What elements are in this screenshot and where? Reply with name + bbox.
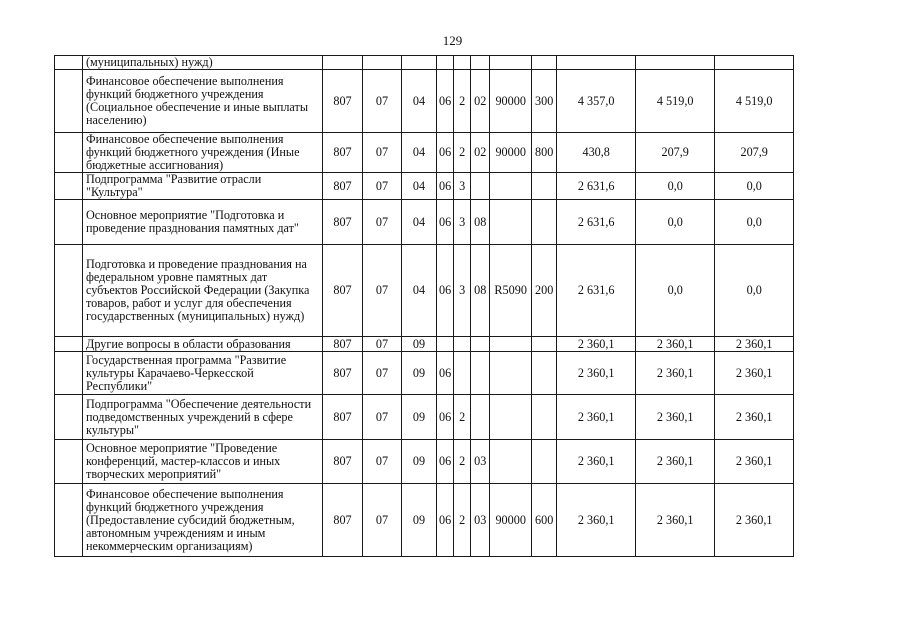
rz-code-cell: 07 <box>363 337 402 352</box>
item-name-cell: Подготовка и проведение празднования на федеральном уровне памятных дат субъектов Российской Федерации (Закупка товаров, работ и услуг для обеспечения государственных (муниципальных) нужд) <box>83 245 323 337</box>
subprogram-code-cell: 3 <box>454 245 471 337</box>
row-margin-cell <box>55 70 83 133</box>
gr-code-cell: 807 <box>323 173 363 200</box>
row-margin-cell <box>55 173 83 200</box>
amount-year2-cell: 4 519,0 <box>636 70 715 133</box>
budget-table <box>54 55 794 557</box>
item-name-cell: Основное мероприятие "Подготовка и проведение празднования памятных дат" <box>83 200 323 245</box>
pr-code-cell: 04 <box>402 200 437 245</box>
rz-code-cell: 07 <box>363 70 402 133</box>
activity-code-cell <box>471 395 490 440</box>
amount-year1-cell: 2 360,1 <box>557 352 636 395</box>
gr-code-cell: 807 <box>323 245 363 337</box>
item-name-cell: Финансовое обеспечение выполнения функций бюджетного учреждения (Социальное обеспечение и иные выплаты населению) <box>83 70 323 133</box>
activity-code-cell <box>471 337 490 352</box>
expense-type-cell <box>532 200 557 245</box>
direction-code-cell <box>490 56 532 70</box>
activity-code-cell: 08 <box>471 200 490 245</box>
row-margin-cell <box>55 352 83 395</box>
amount-year3-cell: 2 360,1 <box>715 440 794 484</box>
expense-type-cell: 200 <box>532 245 557 337</box>
direction-code-cell: 90000 <box>490 133 532 173</box>
rz-code-cell: 07 <box>363 173 402 200</box>
pr-code-cell: 09 <box>402 395 437 440</box>
expense-type-cell <box>532 352 557 395</box>
gr-code-cell: 807 <box>323 337 363 352</box>
item-name-cell: Основное мероприятие "Проведение конференций, мастер-классов и иных творческих мероприятий" <box>83 440 323 484</box>
pr-code-cell: 04 <box>402 133 437 173</box>
program-code-cell: 06 <box>437 440 454 484</box>
amount-year1-cell: 430,8 <box>557 133 636 173</box>
gr-code-cell: 807 <box>323 70 363 133</box>
expense-type-cell <box>532 56 557 70</box>
program-code-cell: 06 <box>437 245 454 337</box>
amount-year1-cell: 4 357,0 <box>557 70 636 133</box>
gr-code-cell <box>323 56 363 70</box>
amount-year2-cell: 2 360,1 <box>636 395 715 440</box>
pr-code-cell: 09 <box>402 352 437 395</box>
direction-code-cell <box>490 200 532 245</box>
table-row <box>55 70 794 133</box>
rz-code-cell: 07 <box>363 200 402 245</box>
pr-code-cell: 04 <box>402 245 437 337</box>
table-row <box>55 440 794 484</box>
table-row <box>55 395 794 440</box>
amount-year2-cell: 207,9 <box>636 133 715 173</box>
pr-code-cell: 09 <box>402 337 437 352</box>
amount-year1-cell: 2 360,1 <box>557 337 636 352</box>
gr-code-cell: 807 <box>323 133 363 173</box>
direction-code-cell: R5090 <box>490 245 532 337</box>
table-row <box>55 484 794 557</box>
amount-year3-cell: 207,9 <box>715 133 794 173</box>
activity-code-cell: 02 <box>471 133 490 173</box>
activity-code-cell <box>471 56 490 70</box>
program-code-cell <box>437 56 454 70</box>
amount-year2-cell: 0,0 <box>636 245 715 337</box>
item-name-cell: Государственная программа "Развитие культуры Карачаево-Черкесской Республики" <box>83 352 323 395</box>
rz-code-cell: 07 <box>363 395 402 440</box>
amount-year1-cell: 2 360,1 <box>557 484 636 557</box>
activity-code-cell: 03 <box>471 440 490 484</box>
activity-code-cell: 03 <box>471 484 490 557</box>
amount-year3-cell: 0,0 <box>715 200 794 245</box>
item-name-cell: (муниципальных) нужд) <box>83 56 323 70</box>
subprogram-code-cell <box>454 352 471 395</box>
subprogram-code-cell: 2 <box>454 70 471 133</box>
row-margin-cell <box>55 440 83 484</box>
table-row <box>55 200 794 245</box>
amount-year1-cell: 2 631,6 <box>557 173 636 200</box>
expense-type-cell <box>532 173 557 200</box>
amount-year3-cell: 4 519,0 <box>715 70 794 133</box>
rz-code-cell: 07 <box>363 484 402 557</box>
amount-year2-cell: 2 360,1 <box>636 352 715 395</box>
row-margin-cell <box>55 484 83 557</box>
expense-type-cell <box>532 337 557 352</box>
program-code-cell: 06 <box>437 70 454 133</box>
row-margin-cell <box>55 56 83 70</box>
rz-code-cell: 07 <box>363 352 402 395</box>
amount-year1-cell: 2 631,6 <box>557 245 636 337</box>
program-code-cell: 06 <box>437 352 454 395</box>
rz-code-cell: 07 <box>363 440 402 484</box>
budget-table-body <box>55 56 794 557</box>
subprogram-code-cell <box>454 337 471 352</box>
activity-code-cell: 02 <box>471 70 490 133</box>
table-row <box>55 337 794 352</box>
amount-year3-cell: 0,0 <box>715 173 794 200</box>
expense-type-cell: 300 <box>532 70 557 133</box>
item-name-cell: Подпрограмма "Развитие отрасли "Культура" <box>83 173 323 200</box>
amount-year3-cell: 0,0 <box>715 245 794 337</box>
activity-code-cell <box>471 352 490 395</box>
item-name-cell: Подпрограмма "Обеспечение деятельности подведомственных учреждений в сфере культуры" <box>83 395 323 440</box>
subprogram-code-cell: 2 <box>454 440 471 484</box>
amount-year3-cell: 2 360,1 <box>715 352 794 395</box>
rz-code-cell: 07 <box>363 133 402 173</box>
amount-year3-cell <box>715 56 794 70</box>
direction-code-cell <box>490 337 532 352</box>
subprogram-code-cell: 2 <box>454 395 471 440</box>
amount-year2-cell: 2 360,1 <box>636 337 715 352</box>
direction-code-cell: 90000 <box>490 484 532 557</box>
program-code-cell <box>437 337 454 352</box>
table-row <box>55 56 794 70</box>
rz-code-cell: 07 <box>363 245 402 337</box>
direction-code-cell <box>490 440 532 484</box>
direction-code-cell <box>490 395 532 440</box>
program-code-cell: 06 <box>437 200 454 245</box>
gr-code-cell: 807 <box>323 200 363 245</box>
subprogram-code-cell: 3 <box>454 200 471 245</box>
gr-code-cell: 807 <box>323 440 363 484</box>
amount-year3-cell: 2 360,1 <box>715 484 794 557</box>
amount-year1-cell: 2 360,1 <box>557 395 636 440</box>
pr-code-cell: 04 <box>402 173 437 200</box>
expense-type-cell <box>532 395 557 440</box>
gr-code-cell: 807 <box>323 484 363 557</box>
gr-code-cell: 807 <box>323 395 363 440</box>
amount-year2-cell: 2 360,1 <box>636 484 715 557</box>
row-margin-cell <box>55 337 83 352</box>
program-code-cell: 06 <box>437 173 454 200</box>
subprogram-code-cell <box>454 56 471 70</box>
table-row <box>55 133 794 173</box>
amount-year1-cell: 2 631,6 <box>557 200 636 245</box>
pr-code-cell <box>402 56 437 70</box>
gr-code-cell: 807 <box>323 352 363 395</box>
amount-year1-cell <box>557 56 636 70</box>
pr-code-cell: 04 <box>402 70 437 133</box>
row-margin-cell <box>55 133 83 173</box>
item-name-cell: Финансовое обеспечение выполнения функций бюджетного учреждения (Предоставление субсидий бюджетным, автономным учреждениям и иным некоммерческим организациям) <box>83 484 323 557</box>
pr-code-cell: 09 <box>402 484 437 557</box>
program-code-cell: 06 <box>437 395 454 440</box>
amount-year1-cell: 2 360,1 <box>557 440 636 484</box>
amount-year3-cell: 2 360,1 <box>715 395 794 440</box>
expense-type-cell: 600 <box>532 484 557 557</box>
activity-code-cell <box>471 173 490 200</box>
page-number: 129 <box>442 33 463 48</box>
direction-code-cell: 90000 <box>490 70 532 133</box>
pr-code-cell: 09 <box>402 440 437 484</box>
amount-year2-cell: 0,0 <box>636 200 715 245</box>
amount-year3-cell: 2 360,1 <box>715 337 794 352</box>
table-row <box>55 352 794 395</box>
row-margin-cell <box>55 245 83 337</box>
amount-year2-cell <box>636 56 715 70</box>
subprogram-code-cell: 2 <box>454 484 471 557</box>
activity-code-cell: 08 <box>471 245 490 337</box>
amount-year2-cell: 0,0 <box>636 173 715 200</box>
amount-year2-cell: 2 360,1 <box>636 440 715 484</box>
rz-code-cell <box>363 56 402 70</box>
direction-code-cell <box>490 352 532 395</box>
subprogram-code-cell: 2 <box>454 133 471 173</box>
direction-code-cell <box>490 173 532 200</box>
table-row <box>55 173 794 200</box>
program-code-cell: 06 <box>437 484 454 557</box>
expense-type-cell: 800 <box>532 133 557 173</box>
row-margin-cell <box>55 200 83 245</box>
expense-type-cell <box>532 440 557 484</box>
table-row <box>55 245 794 337</box>
item-name-cell: Другие вопросы в области образования <box>83 337 323 352</box>
program-code-cell: 06 <box>437 133 454 173</box>
row-margin-cell <box>55 395 83 440</box>
subprogram-code-cell: 3 <box>454 173 471 200</box>
item-name-cell: Финансовое обеспечение выполнения функций бюджетного учреждения (Иные бюджетные ассигнования) <box>83 133 323 173</box>
